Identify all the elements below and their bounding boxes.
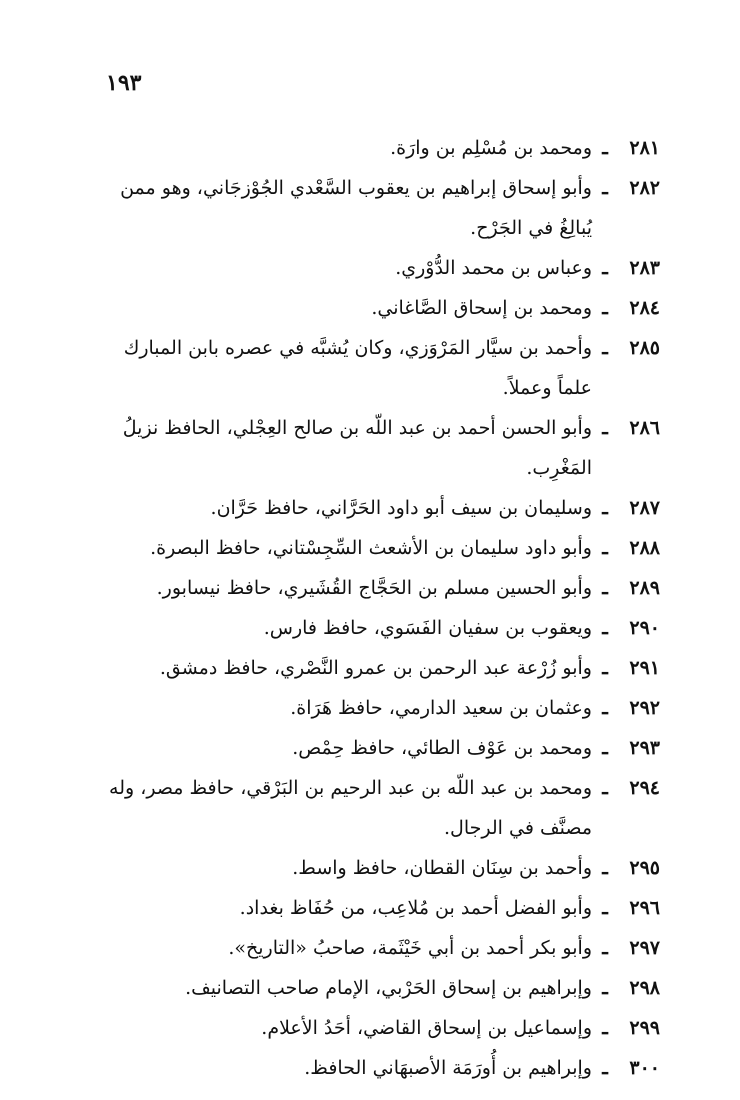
list-item <box>100 168 660 248</box>
entry-number: ٢٨٤ <box>629 297 660 319</box>
entry-dash: ـ <box>602 897 608 919</box>
entry-text: ويعقوب بن سفيان الفَسَوي، حافظ فارس. <box>263 617 592 639</box>
entry-dash: ـ <box>602 177 608 199</box>
list-item <box>100 768 660 848</box>
entry-dash: ـ <box>602 977 608 999</box>
entry-text: وأبو بكر أحمد بن أبي خَيْثَمة، صاحبُ «التاريخ». <box>228 937 592 959</box>
list-item <box>100 928 660 968</box>
entry-text: وإبراهيم بن إسحاق الحَرْبي، الإمام صاحب التصانيف. <box>185 977 592 999</box>
list-item <box>100 728 660 768</box>
entry-dash: ـ <box>602 857 608 879</box>
entry-text: وأبو الفضل أحمد بن مُلاعِب، من حُفَاظ بغداد. <box>239 897 592 919</box>
entry-dash: ـ <box>602 1017 608 1039</box>
list-item <box>100 888 660 928</box>
entry-text: ومحمد بن عبد اللّه بن عبد الرحيم بن البَرْقي، حافظ مصر، وله مصنَّف في الرجال. <box>109 777 592 839</box>
entry-number: ٣٠٠ <box>629 1057 660 1079</box>
list-item <box>100 608 660 648</box>
list-item <box>100 648 660 688</box>
list-item <box>100 128 660 168</box>
entry-dash: ـ <box>602 537 608 559</box>
entry-number: ٢٨١ <box>629 137 660 159</box>
list-item <box>100 968 660 1008</box>
entry-text: وسليمان بن سيف أبو داود الحَرَّاني، حافظ حَرَّان. <box>210 497 592 519</box>
entry-dash: ـ <box>602 297 608 319</box>
entry-dash: ـ <box>602 697 608 719</box>
entry-dash: ـ <box>602 577 608 599</box>
entry-text: وأبو الحسين مسلم بن الحَجَّاج القُشَيري، حافظ نيسابور. <box>156 577 592 599</box>
entry-text: وأحمد بن سِنَان القطان، حافظ واسط. <box>292 857 592 879</box>
entry-dash: ـ <box>602 657 608 679</box>
entry-dash: ـ <box>602 777 608 799</box>
list-item <box>100 1008 660 1048</box>
entry-text: وإبراهيم بن أُورَمَة الأصبهَاني الحافظ. <box>304 1057 592 1079</box>
entry-text: وأبو الحسن أحمد بن عبد اللّه بن صالح العِجْلي، الحافظ نزيلُ المَغْرِب. <box>122 417 592 479</box>
entry-number: ٢٨٩ <box>629 577 660 599</box>
entry-number: ٢٩٤ <box>629 777 660 799</box>
entry-number: ٢٩٩ <box>629 1017 660 1039</box>
entry-number: ٢٨٣ <box>629 257 660 279</box>
entry-text: وأبو زُرْعة عبد الرحمن بن عمرو النَّصْري، حافظ دمشق. <box>159 657 592 679</box>
entry-number: ٢٨٢ <box>629 177 660 199</box>
entry-number: ٢٨٥ <box>629 337 660 359</box>
entry-dash: ـ <box>602 617 608 639</box>
entry-text: وأبو إسحاق إبراهيم بن يعقوب السَّعْدي الجُوْزجَاني، وهو ممن يُبالِغُ في الجَرْح. <box>120 177 592 239</box>
entry-dash: ـ <box>602 137 608 159</box>
list-item <box>100 408 660 488</box>
list-item <box>100 1048 660 1088</box>
entry-number: ٢٩١ <box>629 657 660 679</box>
entry-text: وأبو داود سليمان بن الأشعث السِّجِسْتاني، حافظ البصرة. <box>150 537 592 559</box>
entry-dash: ـ <box>602 257 608 279</box>
entry-number: ٢٩٣ <box>629 737 660 759</box>
list-item <box>100 848 660 888</box>
entry-text: ومحمد بن إسحاق الصَّاغاني. <box>371 297 592 319</box>
list-item <box>100 288 660 328</box>
entry-dash: ـ <box>602 1057 608 1079</box>
entry-number: ٢٩٨ <box>629 977 660 999</box>
entry-text: وأحمد بن سيَّار المَرْوَزي، وكان يُشبَّه في عصره بابن المبارك علماً وعملاً. <box>123 337 592 399</box>
entry-number: ٢٩٢ <box>629 697 660 719</box>
entry-number: ٢٩٦ <box>629 897 660 919</box>
entry-number: ٢٩٧ <box>629 937 660 959</box>
entry-dash: ـ <box>602 937 608 959</box>
entry-dash: ـ <box>602 417 608 439</box>
entry-number: ٢٨٦ <box>629 417 660 439</box>
entry-number: ٢٩٥ <box>629 857 660 879</box>
list-item <box>100 568 660 608</box>
list-item <box>100 328 660 408</box>
list-item <box>100 688 660 728</box>
entry-text: وعثمان بن سعيد الدارمي، حافظ هَرَاة. <box>290 697 592 719</box>
entry-text: ومحمد بن مُسْلِم بن وارَة. <box>390 137 592 159</box>
entry-list <box>100 128 660 1088</box>
entry-number: ٢٩٠ <box>629 617 660 639</box>
list-item <box>100 248 660 288</box>
entry-dash: ـ <box>602 737 608 759</box>
entry-number: ٢٨٨ <box>629 537 660 559</box>
entry-dash: ـ <box>602 337 608 359</box>
page-number: ١٩٣ <box>106 70 142 96</box>
list-item <box>100 528 660 568</box>
entry-number: ٢٨٧ <box>629 497 660 519</box>
list-item <box>100 488 660 528</box>
entry-dash: ـ <box>602 497 608 519</box>
entry-text: ومحمد بن عَوْف الطائي، حافظ حِمْص. <box>292 737 592 759</box>
entry-text: وعباس بن محمد الدُّوْري. <box>395 257 592 279</box>
entry-text: وإسماعيل بن إسحاق القاضي، أحَدُ الأعلام. <box>261 1017 592 1039</box>
